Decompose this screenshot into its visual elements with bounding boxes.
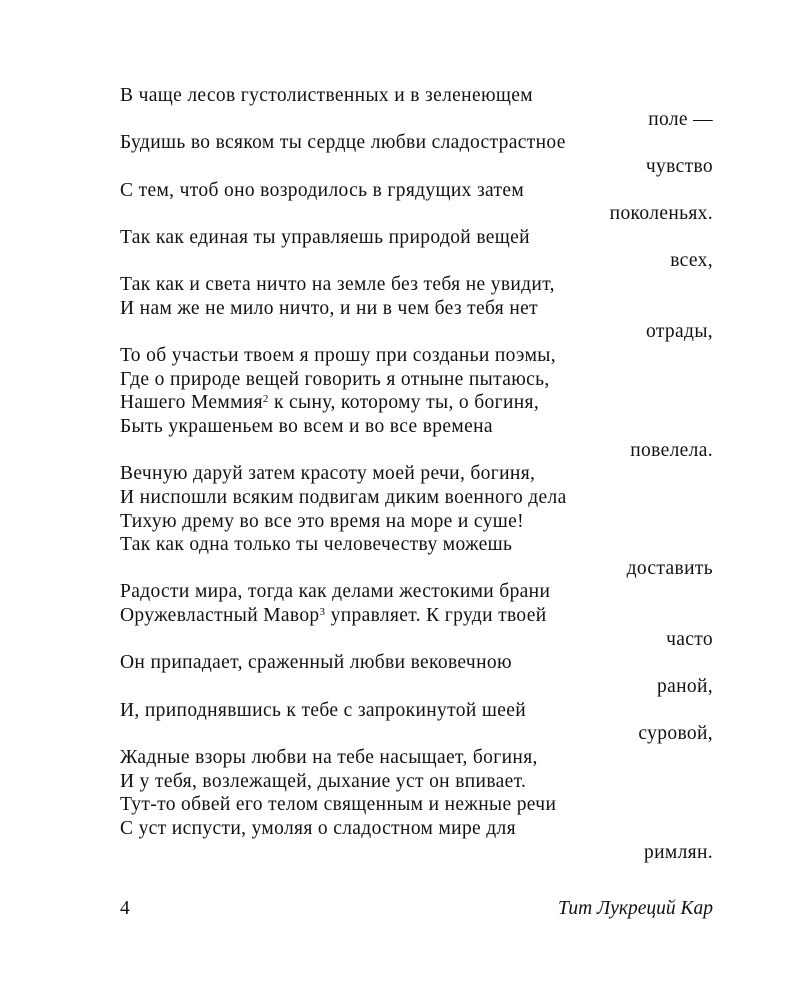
poem-line-text: С уст испусти, умоляя о сладостном мире для: [120, 817, 516, 839]
page-number: 4: [120, 898, 130, 919]
poem-text-block: [120, 84, 713, 864]
poem-line-continuation: [120, 108, 713, 132]
poem-line-text: всех,: [670, 250, 713, 272]
poem-line: [120, 604, 713, 628]
poem-line: [120, 580, 713, 604]
poem-line: [120, 273, 713, 297]
poem-line: [120, 391, 713, 415]
poem-line: [120, 462, 713, 486]
poem-line-text: Жадные взоры любви на тебе насыщает, богиня,: [120, 746, 538, 768]
poem-line: [120, 131, 713, 155]
poem-line-text: отрады,: [645, 321, 713, 343]
poem-line-continuation: [120, 675, 713, 699]
poem-line-text: раной,: [656, 676, 713, 698]
poem-line-text: И, приподнявшись к тебе с запрокинутой шеей: [120, 699, 527, 721]
poem-line-text: Оружевластный Мавор: [120, 605, 320, 627]
poem-line: [120, 793, 713, 817]
poem-line-continuation: [120, 439, 713, 463]
poem-line-text: римлян.: [644, 841, 713, 863]
poem-line-continuation: [120, 628, 713, 652]
poem-line-text-after: к сыну, которому ты, о богиня,: [268, 392, 540, 414]
poem-line-text: И у тебя, возлежащей, дыхание уст он впивает.: [120, 770, 527, 792]
poem-line-text: поле —: [648, 108, 713, 130]
poem-line-text: поколеньях.: [609, 203, 713, 225]
running-title: Тит Лукреций Кар: [557, 898, 713, 919]
poem-line-text-after: управляет. К груди твоей: [325, 605, 547, 627]
poem-line-text: И нам же не мило ничто, и ни в чем без тебя нет: [120, 297, 539, 319]
poem-line-continuation: [120, 202, 713, 226]
footnote-marker[interactable]: 3: [319, 606, 326, 619]
poem-line: [120, 699, 713, 723]
poem-line-text: Вечную даруй затем красоту моей речи, богиня,: [120, 463, 536, 485]
poem-line-text: Будишь во всяком ты сердце любви сладострастное: [120, 132, 566, 154]
poem-line: [120, 415, 713, 439]
poem-line-text: Радости мира, тогда как делами жестокими брани: [120, 581, 551, 603]
poem-line-text: повелела.: [630, 439, 713, 461]
poem-line: [120, 344, 713, 368]
footnote-marker[interactable]: 2: [262, 393, 269, 406]
poem-line: [120, 297, 713, 321]
poem-line-text: То об участьи твоем я прошу при созданьи поэмы,: [120, 345, 556, 367]
poem-line-text: Нашего Меммия: [120, 392, 263, 414]
poem-line: [120, 817, 713, 841]
poem-line-text: С тем, чтоб оно возродилось в грядущих затем: [120, 179, 525, 201]
poem-line: [120, 84, 713, 108]
poem-line-text: суровой,: [638, 723, 713, 745]
poem-line-text: Так как одна только ты человечеству можешь: [120, 534, 513, 556]
poem-line: [120, 770, 713, 794]
poem-line-continuation: [120, 320, 713, 344]
poem-line-text: чувство: [645, 155, 713, 177]
poem-line-text: Тут-то обвей его телом священным и нежные речи: [120, 794, 557, 816]
poem-line-continuation: [120, 722, 713, 746]
poem-line: [120, 533, 713, 557]
poem-line-continuation: [120, 557, 713, 581]
poem-line-text: Он припадает, сраженный любви вековечною: [120, 652, 512, 674]
poem-line-continuation: [120, 249, 713, 273]
poem-line: [120, 746, 713, 770]
poem-line-text: И ниспошли всяким подвигам диким военного дела: [120, 486, 567, 508]
poem-line-text: Где о природе вещей говорить я отныне пытаюсь,: [120, 368, 550, 390]
poem-line-text: В чаще лесов густолиственных и в зеленеющем: [120, 85, 533, 106]
poem-line: [120, 226, 713, 250]
poem-line-text: Тихую дрему во все это время на море и суше!: [120, 510, 524, 532]
poem-line-text: часто: [666, 628, 713, 650]
poem-line: [120, 510, 713, 534]
poem-line-text: Так как и света ничто на земле без тебя не увидит,: [120, 274, 555, 296]
poem-line: [120, 179, 713, 203]
poem-line: [120, 368, 713, 392]
poem-line-text: Быть украшеньем во всем и во все времена: [120, 415, 493, 437]
poem-line: [120, 486, 713, 510]
poem-line-text: доставить: [626, 557, 713, 579]
poem-line-continuation: [120, 155, 713, 179]
poem-line: [120, 651, 713, 675]
poem-line-continuation: [120, 841, 713, 865]
page-footer: [120, 896, 713, 922]
poem-line-text: Так как единая ты управляешь природой вещей: [120, 226, 530, 248]
